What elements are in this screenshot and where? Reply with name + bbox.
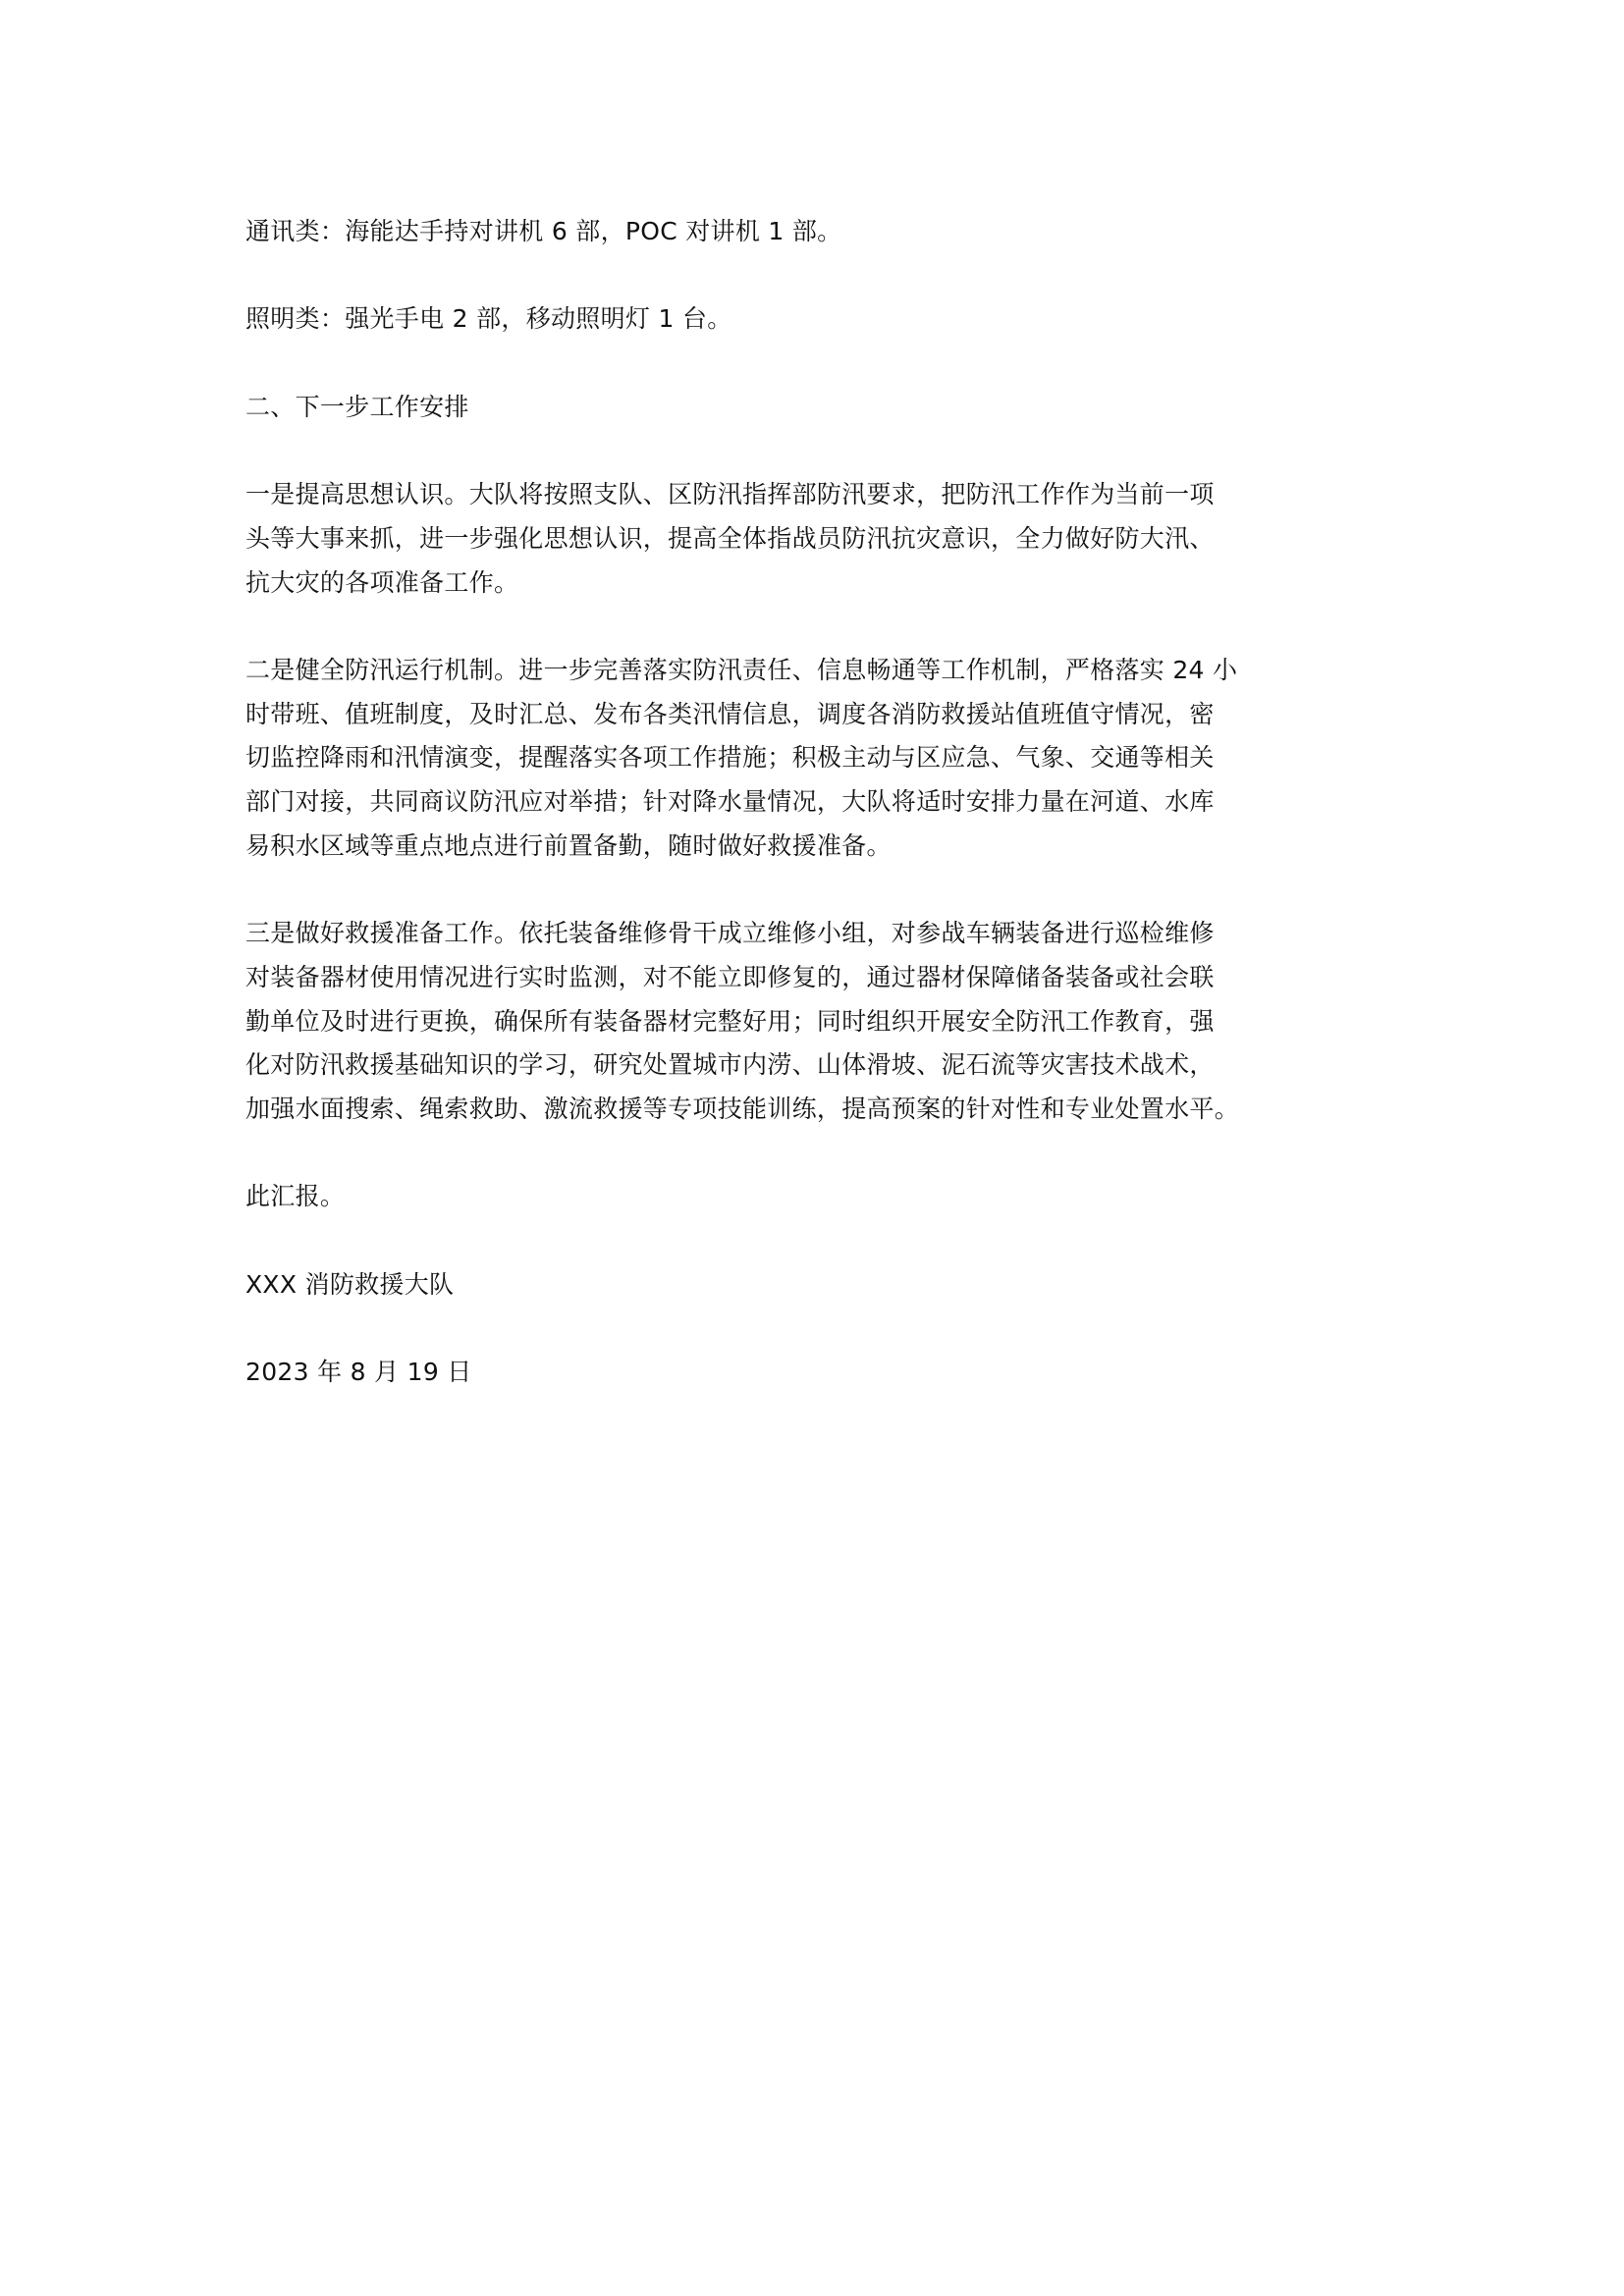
text-line: 易积水区域等重点地点进行前置备勤，随时做好救援准备。 bbox=[245, 830, 892, 860]
text-line: 时带班、值班制度，及时汇总、发布各类汛情信息，调度各消防救援站值班值守情况，密 bbox=[245, 699, 1215, 728]
text-line: 2023 年 8 月 19 日 bbox=[245, 1358, 472, 1387]
section-heading bbox=[245, 386, 1384, 430]
text-line: 此汇报。 bbox=[245, 1182, 346, 1211]
equipment-comms bbox=[245, 210, 1384, 254]
plan-item-3 bbox=[245, 912, 1384, 1132]
text-line: 头等大事来抓，进一步强化思想认识，提高全体指战员防汛抗灾意识，全力做好防大汛、 bbox=[245, 523, 1215, 553]
closing-remark bbox=[245, 1175, 1384, 1219]
text-line: 二是健全防汛运行机制。进一步完善落实防汛责任、信息畅通等工作机制，严格落实 24 小 bbox=[245, 655, 1238, 684]
text-line: 一是提高思想认识。大队将按照支队、区防汛指挥部防汛要求，把防汛工作作为当前一项 bbox=[245, 480, 1215, 509]
text-line: 勤单位及时进行更换，确保所有装备器材完整好用；同时组织开展安全防汛工作教育，强 bbox=[245, 1006, 1215, 1036]
text-line: 化对防汛救援基础知识的学习，研究处置城市内涝、山体滑坡、泥石流等灾害技术战术， bbox=[245, 1050, 1215, 1080]
signature-unit bbox=[245, 1263, 1384, 1308]
plan-item-2 bbox=[245, 649, 1384, 869]
text-line: 部门对接，共同商议防汛应对举措；针对降水量情况，大队将适时安排力量在河道、水库 bbox=[245, 787, 1215, 817]
plan-item-1 bbox=[245, 473, 1384, 605]
document-page bbox=[245, 210, 1384, 1439]
text-line: 加强水面搜索、绳索救助、激流救援等专项技能训练，提高预案的针对性和专业处置水平。 bbox=[245, 1094, 1240, 1123]
text-line: 对装备器材使用情况进行实时监测，对不能立即修复的，通过器材保障储备装备或社会联 bbox=[245, 962, 1215, 991]
text-line: 抗大灾的各项准备工作。 bbox=[245, 567, 519, 597]
text-line: 照明类：强光手电 2 部，移动照明灯 1 台。 bbox=[245, 304, 732, 334]
text-line: XXX 消防救援大队 bbox=[245, 1269, 455, 1299]
text-line: 三是做好救援准备工作。依托装备维修骨干成立维修小组，对参战车辆装备进行巡检维修 bbox=[245, 919, 1215, 948]
signature-date bbox=[245, 1351, 1384, 1395]
text-line: 切监控降雨和汛情演变，提醒落实各项工作措施；积极主动与区应急、气象、交通等相关 bbox=[245, 743, 1215, 773]
text-line: 通讯类：海能达手持对讲机 6 部，POC 对讲机 1 部。 bbox=[245, 217, 842, 245]
heading-text: 二、下一步工作安排 bbox=[245, 392, 469, 421]
equipment-lighting bbox=[245, 297, 1384, 342]
